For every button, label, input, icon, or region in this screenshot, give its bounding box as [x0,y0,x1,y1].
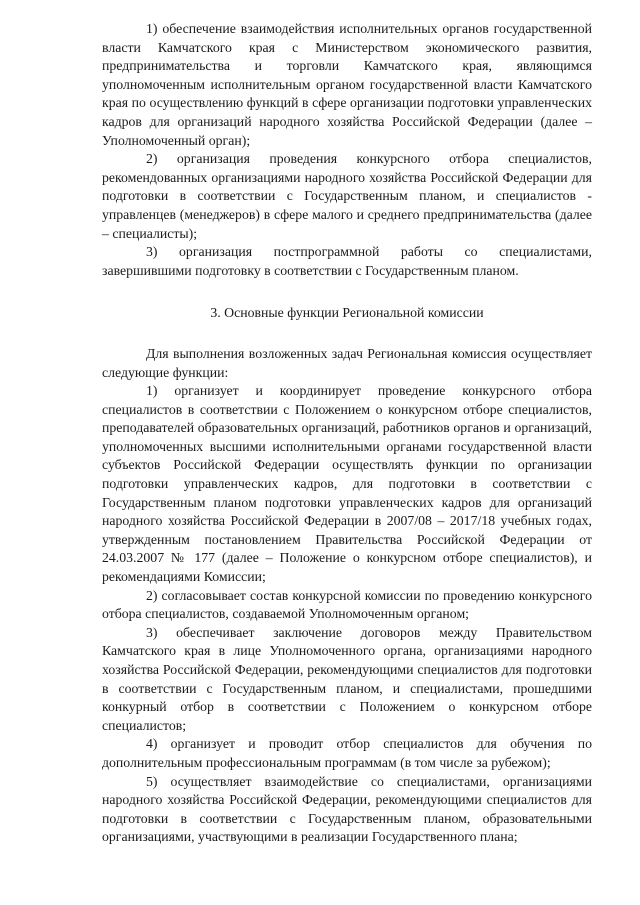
paragraph-item-3: 3) организация постпрограммной работы со специалистами, завершившими подготовку в соответствии с Государственным планом. [102,244,592,278]
section-heading: 3. Основные функции Региональной комиссии [210,305,484,321]
paragraph-item-1: 1) обеспечение взаимодействия исполнительных органов государственной власти Камчатского края с Министерством экономического развития, предпринимательства и торговли Камчатского края, являющимся уполномоченным исполнительным органом государственной власти Камчатского края по осуществлению функций в сфере организации подготовки управленческих кадров для организаций народного хозяйства Российской Федерации (далее – Уполномоченный орган); [102,21,592,148]
function-item-1: 1) организует и координирует проведение конкурсного отбора специалистов в соответствии с Положением о конкурсном отборе специалистов, преподавателей образовательных организаций, работников органов и организаций, уполномоченных высшими исполнительными органами государственной власти субъектов Российской Федерации осуществлять функции по организации подготовки управленческих кадров, для подготовки в соответствии с Государственным планом подготовки управленческих кадров для организаций народного хозяйства Российской Федерации в 2007/08 – 2017/18 учебных годах, утвержденным постановлением Правительства Российской Федерации от 24.03.2007 № 177 (далее – Положение о конкурсном отборе специалистов), и рекомендациями Комиссии; [102,383,592,585]
function-item-5: 5) осуществляет взаимодействие со специалистами, организациями народного хозяйства Российской Федерации, рекомендующими специалистов для подготовки в соответствии с Государственным планом, образовательными организациями, участвующими в реализации Государственного плана; [102,773,592,845]
paragraph-intro: Для выполнения возложенных задач Региональная комиссия осуществляет следующие функции: [102,345,592,380]
paragraph-item-2: 2) организация проведения конкурсного отбора специалистов, рекомендованных организациями народного хозяйства Российской Федерации для подготовки в соответствии с Государственным планом, и специалистов - управленцев (менеджеров) в сфере малого и среднего предпринимательства (далее – специалисты); [102,151,592,241]
function-item-3: 3) обеспечивает заключение договоров между Правительством Камчатского края в лице Уполномоченного органа, организациями народного хозяйства Российской Федерации, рекомендующими специалистов для подготовки в соответствии с Государственным планом, и специалистами, прошедшими конкурный отбор в соответствии с Положением о конкурсном отборе специалистов; [102,624,592,733]
function-item-4: 4) организует и проводит отбор специалистов для обучения по дополнительным профессиональным программам (в том числе за рубежом); [102,736,592,770]
document-body [102,20,592,847]
function-item-2: 2) согласовывает состав конкурсной комиссии по проведению конкурсного отбора специалистов, создаваемой Уполномоченным органом; [102,587,592,622]
